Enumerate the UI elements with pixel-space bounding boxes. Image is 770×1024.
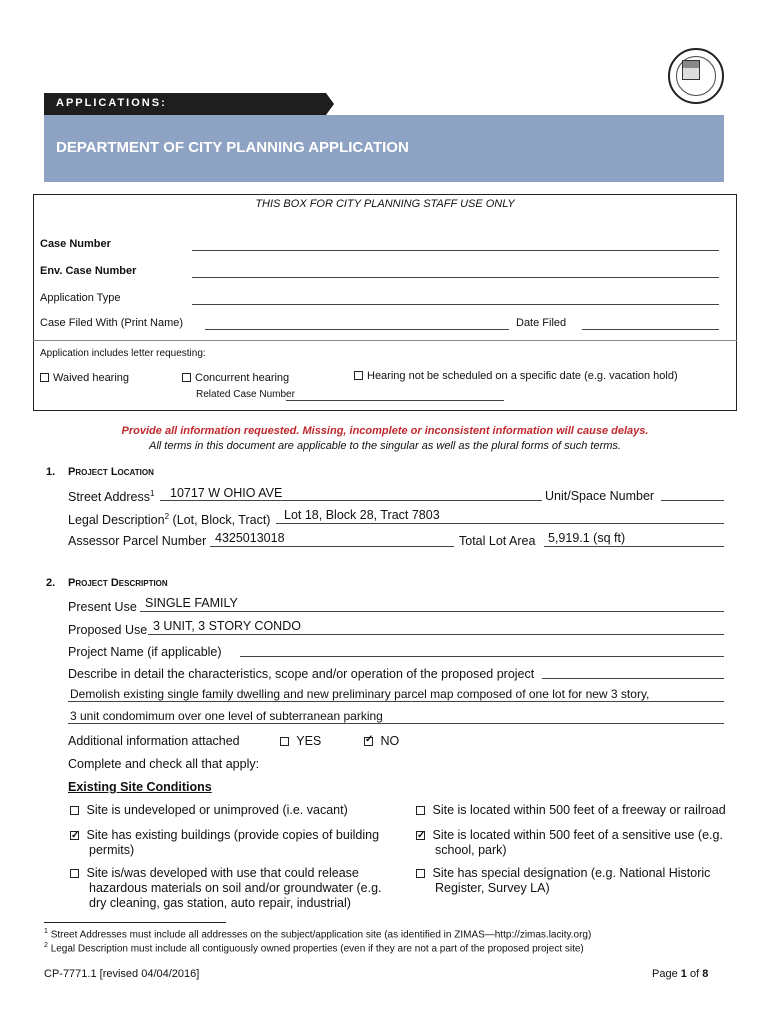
apn-field bbox=[210, 546, 454, 547]
condition-undeveloped-checkbox[interactable] bbox=[70, 806, 79, 815]
footnote-rule bbox=[44, 922, 226, 923]
present-use-label: Present Use bbox=[68, 600, 137, 614]
additional-info-label: Additional information attached bbox=[68, 734, 240, 748]
condition-hazardous[interactable]: Site is/was developed with use that could release hazardous materials on soil and/or groundwater (e.g. dry cleaning, gas station, auto repair, industrial) bbox=[70, 866, 382, 911]
additional-info-no-option[interactable] bbox=[364, 734, 399, 748]
total-lot-area-field bbox=[544, 546, 724, 547]
legal-description-label: Legal Description$^2$ (Lot, Block, Tract) bbox=[68, 512, 271, 528]
notice-warning: Provide all information requested. Missing, incomplete or inconsistent information will cause delays. bbox=[121, 425, 649, 437]
apn-label: Assessor Parcel Number bbox=[68, 534, 207, 548]
legal-description-field bbox=[276, 523, 724, 524]
describe-line-2[interactable]: 3 unit condomimum over one level of subterranean parking bbox=[70, 709, 383, 723]
condition-sensitive-use-checkbox[interactable] bbox=[416, 831, 425, 840]
env-case-number-label: Env. Case Number bbox=[40, 265, 137, 277]
section-2-heading: Project Description bbox=[68, 577, 168, 589]
yes-label: YES bbox=[296, 734, 322, 748]
form-id: CP-7771.1 [revised 04/04/2016] bbox=[44, 968, 200, 980]
page-number: Page 1 of 8 bbox=[652, 968, 709, 980]
condition-existing-buildings-checkbox[interactable] bbox=[70, 831, 79, 840]
unit-space-field[interactable] bbox=[661, 500, 724, 501]
concurrent-hearing-label: Concurrent hearing bbox=[195, 372, 290, 384]
concurrent-hearing-checkbox[interactable] bbox=[182, 373, 191, 382]
total-lot-area-label: Total Lot Area bbox=[459, 534, 536, 548]
street-address-field bbox=[160, 500, 542, 501]
proposed-use-field bbox=[148, 634, 724, 635]
section-1-heading: Project Location bbox=[68, 466, 154, 478]
page-title: DEPARTMENT OF CITY PLANNING APPLICATION bbox=[56, 139, 409, 156]
footnote-2: $^2$ Legal Description must include all contiguously owned properties (even if they are not a part of the proposed project site) bbox=[44, 942, 584, 955]
seal-shield-icon bbox=[682, 60, 700, 80]
describe-line-1[interactable]: Demolish existing single family dwelling and new preliminary parcel map composed of one lot for new 3 story, bbox=[70, 687, 650, 701]
hearing-not-scheduled-checkbox[interactable] bbox=[354, 371, 363, 380]
date-filed-field[interactable] bbox=[582, 329, 719, 330]
waived-hearing-option[interactable] bbox=[40, 372, 129, 384]
applications-tab-label: APPLICATIONS: bbox=[56, 97, 167, 109]
staff-box-divider bbox=[33, 340, 737, 341]
condition-special-designation[interactable]: Site has special designation (e.g. National Historic Register, Survey LA) bbox=[416, 866, 710, 896]
total-lot-area-value[interactable]: 5,919.1 (sq ft) bbox=[548, 531, 626, 545]
condition-freeway-checkbox[interactable] bbox=[416, 806, 425, 815]
case-filed-with-label: Case Filed With (Print Name) bbox=[40, 317, 184, 329]
no-checkbox[interactable] bbox=[364, 737, 373, 746]
waived-hearing-label: Waived hearing bbox=[53, 372, 130, 384]
apn-value[interactable]: 4325013018 bbox=[215, 531, 285, 545]
condition-freeway[interactable]: Site is located within 500 feet of a freeway or railroad bbox=[416, 803, 726, 817]
no-label: NO bbox=[380, 734, 400, 748]
section-2-number: 2. bbox=[46, 577, 56, 589]
condition-existing-buildings[interactable]: ✓ Site has existing buildings (provide copies of building permits) bbox=[70, 828, 379, 858]
project-name-label: Project Name (if applicable) bbox=[68, 645, 222, 659]
legal-description-value[interactable]: Lot 18, Block 28, Tract 7803 bbox=[284, 508, 440, 522]
city-seal-logo bbox=[668, 48, 724, 104]
street-address-value[interactable]: 10717 W OHIO AVE bbox=[170, 486, 283, 500]
complete-check-label: Complete and check all that apply: bbox=[68, 757, 260, 771]
present-use-value[interactable]: SINGLE FAMILY bbox=[145, 596, 238, 610]
condition-hazardous-checkbox[interactable] bbox=[70, 869, 79, 878]
yes-checkbox[interactable] bbox=[280, 737, 289, 746]
staff-box-caption: THIS BOX FOR CITY PLANNING STAFF USE ONLY bbox=[255, 198, 515, 210]
case-filed-with-field[interactable] bbox=[205, 329, 509, 330]
letter-requesting-label: Application includes letter requesting: bbox=[40, 348, 206, 359]
related-case-number-field[interactable] bbox=[286, 400, 504, 401]
concurrent-hearing-option[interactable] bbox=[182, 372, 289, 384]
describe-field-line-2 bbox=[68, 723, 724, 724]
waived-hearing-checkbox[interactable] bbox=[40, 373, 49, 382]
project-name-field[interactable] bbox=[240, 656, 724, 657]
unit-space-label: Unit/Space Number bbox=[545, 489, 655, 503]
env-case-number-field[interactable] bbox=[192, 277, 719, 278]
proposed-use-label: Proposed Use bbox=[68, 623, 148, 637]
footnote-1: $^1$ Street Addresses must include all addresses on the subject/application site (as identified in ZIMAS—http://zimas.lacity.org) bbox=[44, 928, 592, 941]
section-1-number: 1. bbox=[46, 466, 56, 478]
date-filed-label: Date Filed bbox=[516, 317, 567, 329]
condition-special-designation-checkbox[interactable] bbox=[416, 869, 425, 878]
application-type-field[interactable] bbox=[192, 304, 719, 305]
case-number-field[interactable] bbox=[192, 250, 719, 251]
describe-field-first bbox=[542, 678, 724, 679]
existing-conditions-heading: Existing Site Conditions bbox=[68, 780, 212, 794]
hearing-not-scheduled-option[interactable] bbox=[354, 370, 678, 382]
present-use-field bbox=[140, 611, 724, 612]
describe-label: Describe in detail the characteristics, scope and/or operation of the proposed project bbox=[68, 667, 535, 681]
condition-sensitive-use[interactable]: ✓ Site is located within 500 feet of a sensitive use (e.g. school, park) bbox=[416, 828, 723, 858]
additional-info-yes-option[interactable] bbox=[280, 734, 321, 748]
related-case-number-label: Related Case Number bbox=[196, 389, 295, 400]
proposed-use-value[interactable]: 3 UNIT, 3 STORY CONDO bbox=[153, 619, 301, 633]
street-address-label: Street Address$^1$ bbox=[68, 489, 155, 505]
notice-terms: All terms in this document are applicable to the singular as well as the plural forms of such terms. bbox=[149, 440, 621, 452]
describe-field-line-1 bbox=[68, 701, 724, 702]
application-type-label: Application Type bbox=[40, 292, 121, 304]
hearing-not-scheduled-label: Hearing not be scheduled on a specific date (e.g. vacation hold) bbox=[367, 370, 678, 382]
condition-undeveloped[interactable]: Site is undeveloped or unimproved (i.e. vacant) bbox=[70, 803, 348, 817]
case-number-label: Case Number bbox=[40, 238, 111, 250]
